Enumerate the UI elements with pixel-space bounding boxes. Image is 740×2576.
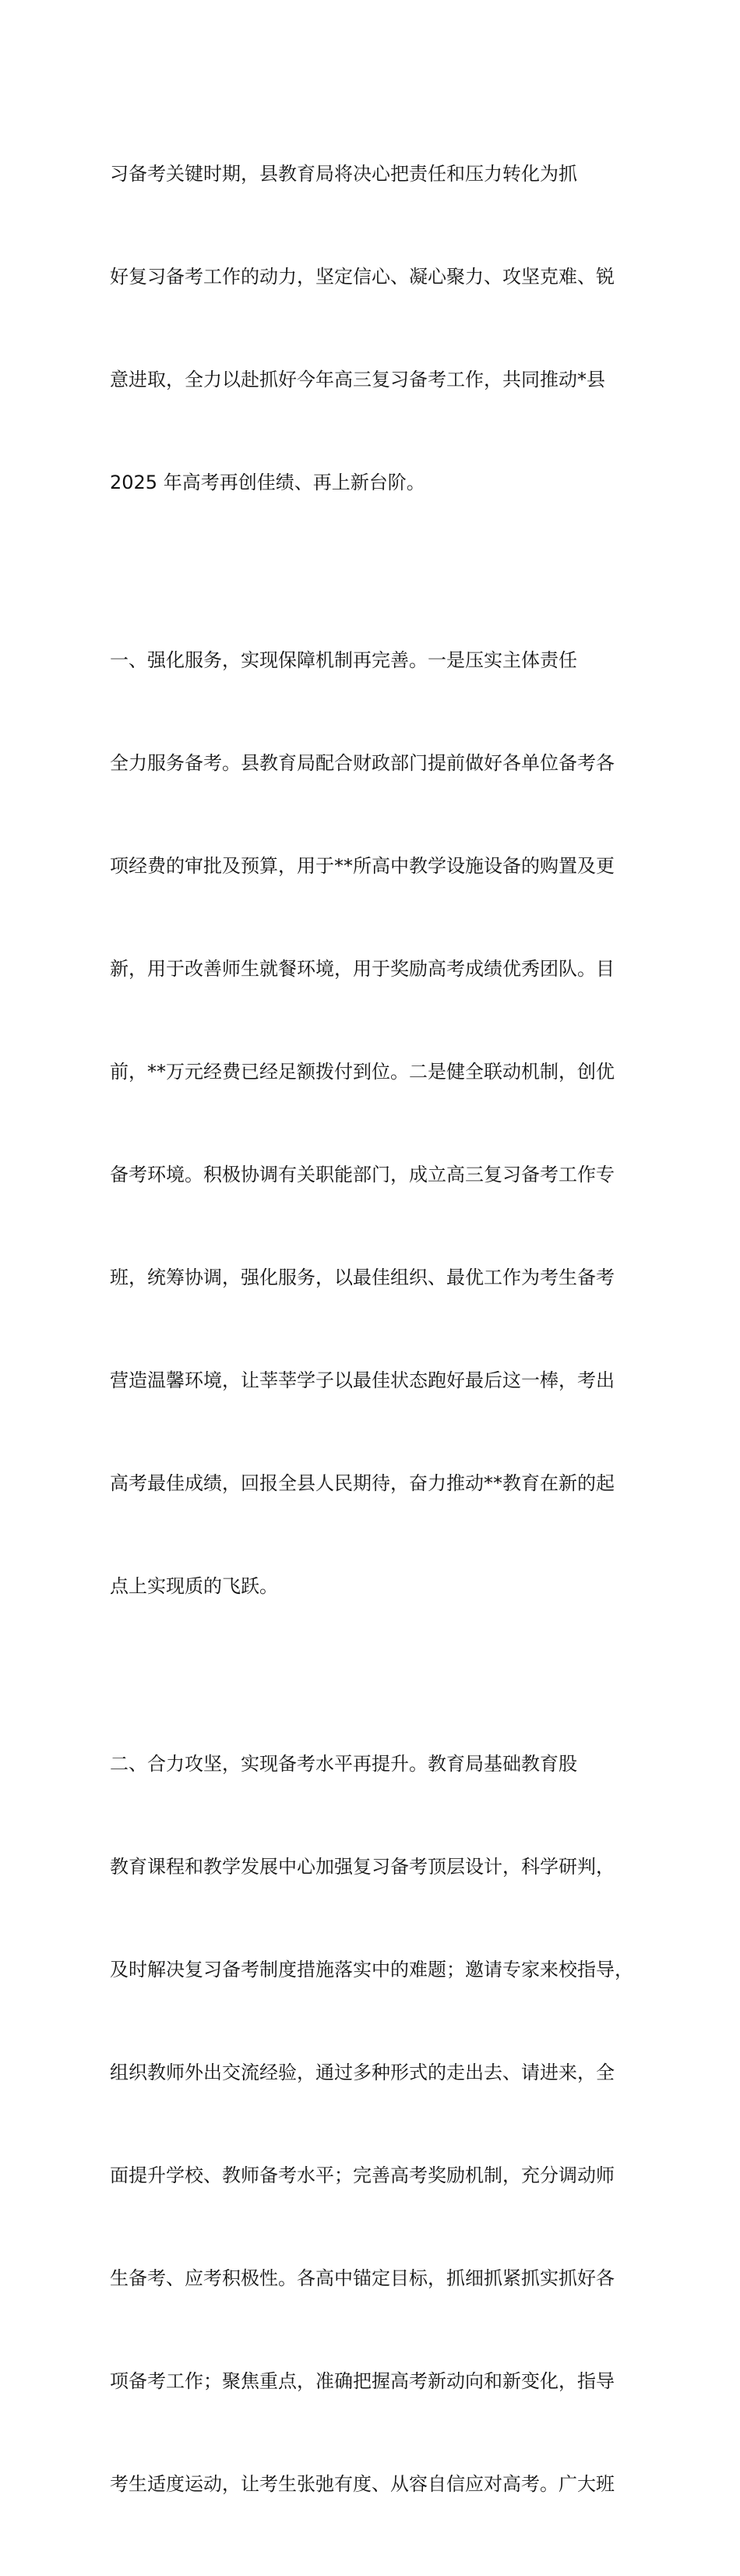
text-line: 好复习备考工作的动力，坚定信心、凝心聚力、攻坚克难、锐 <box>110 266 615 288</box>
text-line: 新，用于改善师生就餐环境，用于奖励高考成绩优秀团队。目 <box>110 958 615 980</box>
paragraph-section-two <box>110 1678 640 2570</box>
text-line: 前，**万元经费已经足额拨付到位。二是健全联动机制，创优 <box>110 1061 615 1083</box>
text-line: 营造温馨环境，让莘莘学子以最佳状态跑好最后这一棒，考出 <box>110 1369 615 1391</box>
text-line: 考生适度运动，让考生张弛有度、从容自信应对高考。广大班 <box>110 2473 615 2495</box>
text-line: 一、强化服务，实现保障机制再完善。一是压实主体责任 <box>110 649 577 671</box>
text-line: 点上实现质的飞跃。 <box>110 1575 278 1597</box>
text-line: 意进取，全力以赴抓好今年高三复习备考工作，共同推动*县 <box>110 369 605 390</box>
text-line: 生备考、应考积极性。各高中锚定目标，抓细抓紧抓实抓好各 <box>110 2267 615 2289</box>
paragraph-section-one <box>110 574 640 1672</box>
text-line: 面提升学校、教师备考水平；完善高考奖励机制，充分调动师 <box>110 2164 615 2186</box>
text-line: 习备考关键时期，县教育局将决心把责任和压力转化为抓 <box>110 163 577 185</box>
text-line: 高考最佳成绩，回报全县人民期待，奋力推动**教育在新的起 <box>110 1472 615 1494</box>
text-line: 班，统筹协调，强化服务，以最佳组织、最优工作为考生备考 <box>110 1267 615 1288</box>
document-body <box>110 88 640 2576</box>
text-line: 教育课程和教学发展中心加强复习备考顶层设计，科学研判， <box>110 1856 615 1878</box>
text-line: 二、合力攻坚，实现备考水平再提升。教育局基础教育股 <box>110 1753 577 1775</box>
text-line: 及时解决复习备考制度措施落实中的难题；邀请专家来校指导， <box>110 1959 633 1981</box>
paragraph-intro <box>110 88 640 568</box>
text-line: 组织教师外出交流经验，通过多种形式的走出去、请进来，全 <box>110 2062 615 2083</box>
text-line: 项备考工作；聚焦重点，准确把握高考新动向和新变化，指导 <box>110 2370 615 2392</box>
text-line: 备考环境。积极协调有关职能部门，成立高三复习备考工作专 <box>110 1164 615 1186</box>
text-line: 2025 年高考再创佳绩、再上新台阶。 <box>110 472 425 493</box>
text-line: 全力服务备考。县教育局配合财政部门提前做好各单位备考各 <box>110 752 615 774</box>
text-line: 项经费的审批及预算，用于**所高中教学设施设备的购置及更 <box>110 855 615 877</box>
